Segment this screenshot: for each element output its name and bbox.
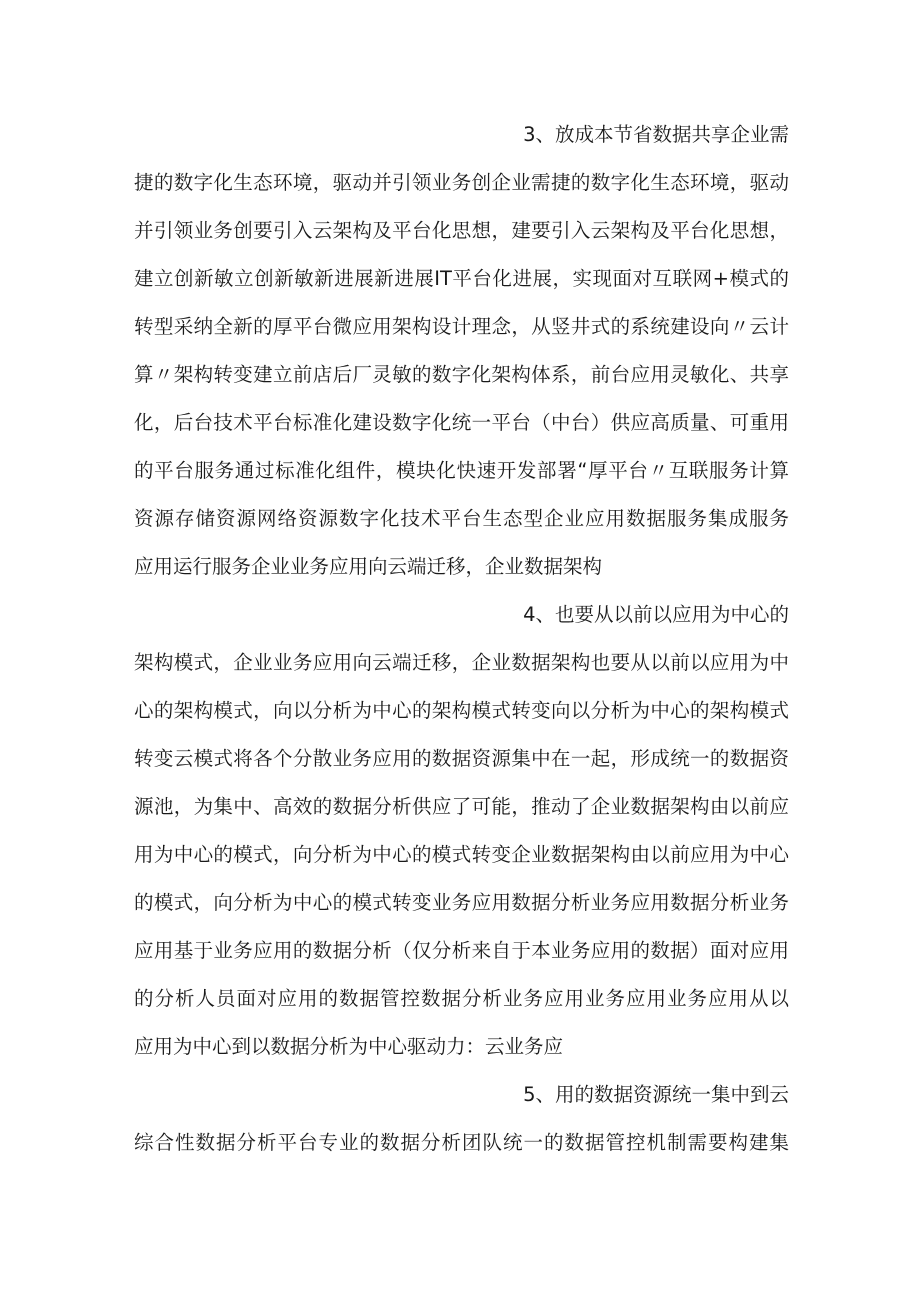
- paragraph-3-line-8: 资源存储资源网络资源数字化技术平台生态型企业应用数据服务集成服务: [134, 507, 789, 530]
- paragraph-4-line-9: 应用为中心到以数据分析为中心驱动力：云业务应: [134, 1035, 564, 1058]
- paragraph-3-line-4: 转型采纳全新的厚平台微应用架构设计理念，从竖井式的系统建设向〃云计: [134, 315, 789, 338]
- paragraph-3-heading: 3、放成本节省数据共享企业需: [523, 123, 789, 146]
- paragraph-3-line-2: 并引领业务创要引入云架构及平台化思想，建要引入云架构及平台化思想，: [134, 219, 789, 242]
- paragraph-4-line-4: 源池，为集中、高效的数据分析供应了可能，推动了企业数据架构由以前应: [134, 795, 789, 818]
- paragraph-4-line-7: 应用基于业务应用的数据分析（仅分析来自于本业务应用的数据）面对应用: [134, 939, 789, 962]
- paragraph-4-line-2: 心的架构模式，向以分析为中心的架构模式转变向以分析为中心的架构模式: [134, 699, 789, 722]
- paragraph-3-line-5: 算〃架构转变建立前店后厂灵敏的数字化架构体系，前台应用灵敏化、共享: [134, 363, 789, 386]
- paragraph-4-line-1: 架构模式，企业业务应用向云端迁移，企业数据架构也要从以前以应用为中: [134, 651, 789, 674]
- paragraph-5-line-1: 综合性数据分析平台专业的数据分析团队统一的数据管控机制需要构建集: [134, 1131, 789, 1154]
- paragraph-5-heading: 5、用的数据资源统一集中到云: [523, 1083, 789, 1106]
- paragraph-4-line-6: 的模式，向分析为中心的模式转变业务应用数据分析业务应用数据分析业务: [134, 891, 789, 914]
- paragraph-3-line-1: 捷的数字化生态环境，驱动并引领业务创企业需捷的数字化生态环境，驱动: [134, 171, 789, 194]
- paragraph-4-line-8: 的分析人员面对应用的数据管控数据分析业务应用业务应用业务应用从以: [134, 987, 789, 1010]
- paragraph-3-line-7: 的平台服务通过标准化组件，模块化快速开发部署“厚平台〃互联服务计算: [134, 459, 789, 482]
- paragraph-3-line-6: 化，后台技术平台标准化建设数字化统一平台（中台）供应高质量、可重用: [134, 411, 789, 434]
- paragraph-3-line-3: 建立创新敏立创新敏新进展新进展IT平台化进展，实现面对互联网+模式的: [134, 267, 789, 290]
- paragraph-4-line-3: 转变云模式将各个分散业务应用的数据资源集中在一起，形成统一的数据资: [134, 747, 789, 770]
- paragraph-4-line-5: 用为中心的模式，向分析为中心的模式转变企业数据架构由以前应用为中心: [134, 843, 789, 866]
- paragraph-4-heading: 4、也要从以前以应用为中心的: [523, 603, 789, 626]
- paragraph-3-line-9: 应用运行服务企业业务应用向云端迁移，企业数据架构: [134, 555, 603, 578]
